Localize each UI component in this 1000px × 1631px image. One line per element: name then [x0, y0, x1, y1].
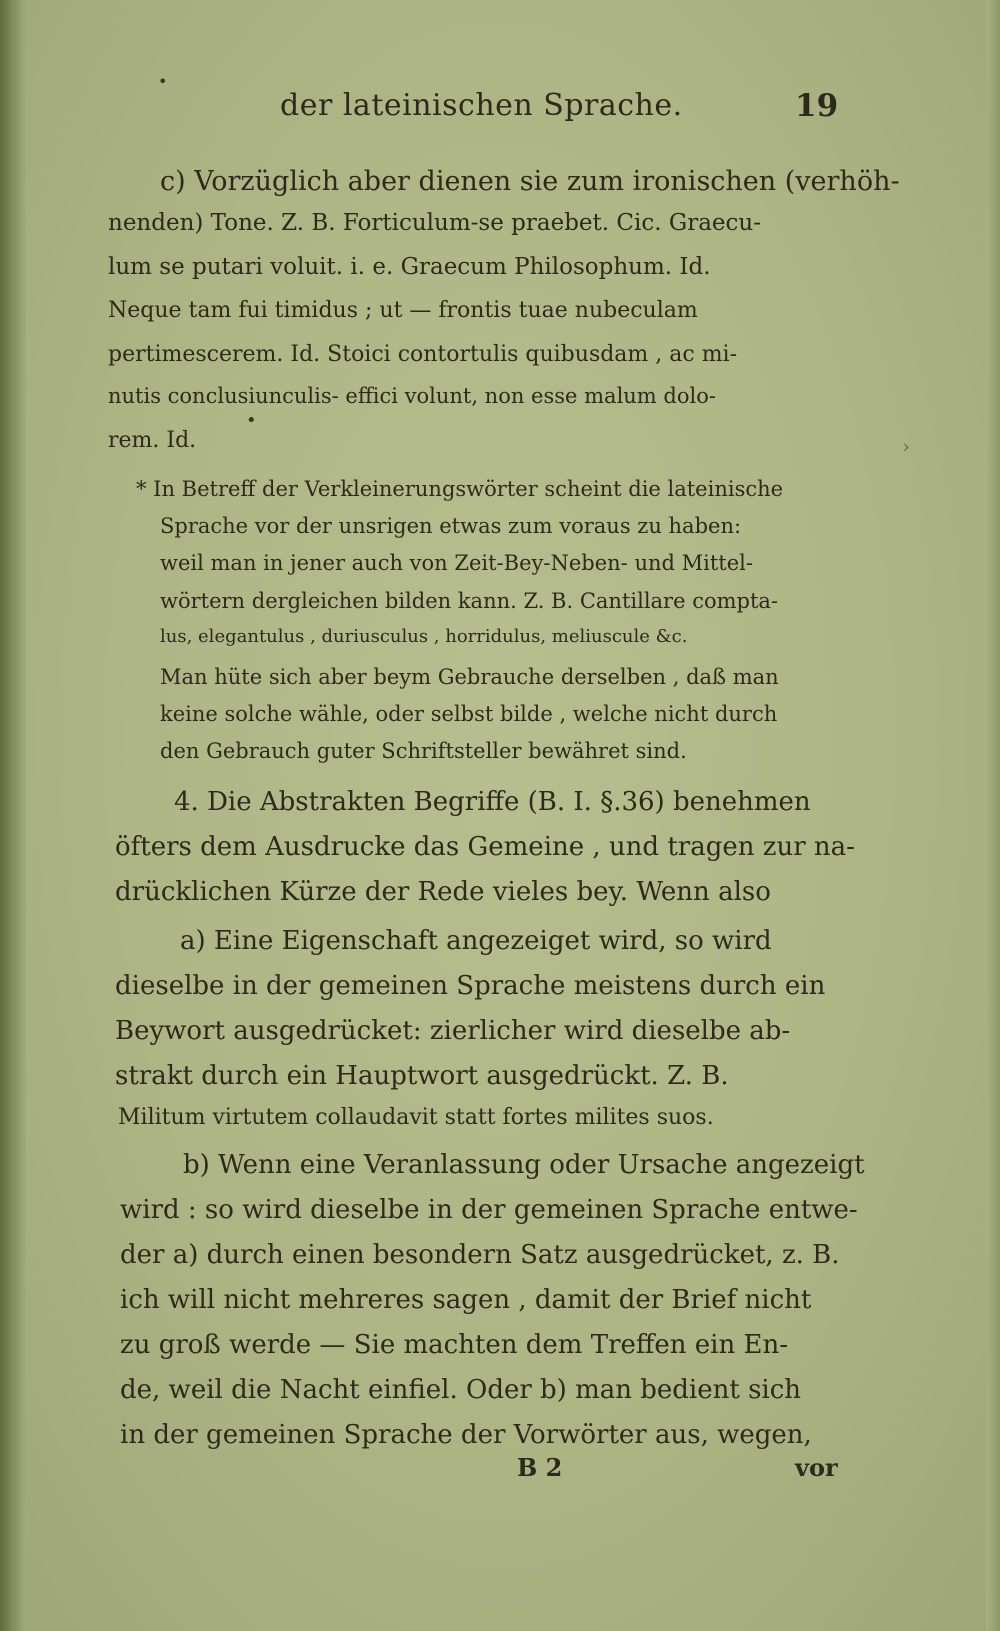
- footnote-line: Sprache vor der unsrigen etwas zum voraus zu haben:: [160, 514, 742, 538]
- text-line: dieselbe in der gemeinen Sprache meistens durch ein: [115, 971, 826, 1001]
- text-line: b) Wenn eine Veranlassung oder Ursache angezeigt: [183, 1150, 865, 1180]
- text-line: 4. Die Abstrakten Begriffe (B. I. §.36) benehmen: [174, 787, 811, 817]
- text-line: c) Vorzüglich aber dienen sie zum ironischen (verhöh-: [160, 166, 900, 197]
- text-line: pertimescerem. Id. Stoici contortulis quibusdam , ac mi-: [108, 342, 738, 367]
- text-line: drücklichen Kürze der Rede vieles bey. Wenn also: [115, 877, 771, 907]
- footnote-line: lus, elegantulus , duriusculus , horridulus, meliusculе &c.: [160, 626, 688, 647]
- text-line: de, weil die Nacht einfiel. Oder b) man bedient sich: [120, 1375, 802, 1405]
- footnote-line: wörtern dergleichen bilden kann. Z. B. Cantillare compta-: [160, 589, 779, 613]
- page-number: 19: [795, 88, 839, 124]
- footnote-line: den Gebrauch guter Schriftsteller bewähret sind.: [160, 739, 687, 763]
- text-line: wird : so wird dieselbe in der gemeinen Sprache entwe-: [120, 1195, 858, 1225]
- margin-mark: ›: [902, 434, 910, 458]
- text-line: Neque tam fui timidus ; ut — frontis tuae nubeculam: [108, 298, 698, 323]
- footnote-line: keine solche wähle, oder selbst bilde , welche nicht durch: [160, 702, 778, 726]
- page-binding-edge: [0, 0, 26, 1631]
- text-line: a) Eine Eigenschaft angezeiget wird, so wird: [180, 926, 772, 956]
- text-line: Militum virtutem collaudavit statt fortes milites suos.: [118, 1105, 714, 1130]
- text-line: zu groß werde — Sie machten dem Treffen ein En-: [120, 1330, 788, 1360]
- catchword: vor: [795, 1453, 838, 1482]
- text-line: der a) durch einen besondern Satz ausgedrücket, z. B.: [120, 1240, 840, 1270]
- text-line: ich will nicht mehreres sagen , damit der Brief nicht: [120, 1285, 812, 1315]
- footnote-line: Man hüte sich aber beym Gebrauche derselben , daß man: [160, 665, 779, 689]
- text-line: nutis conclusiunculis- effici volunt, non esse malum dolo-: [108, 384, 716, 408]
- text-line: rem. Id.: [108, 428, 197, 453]
- page-outer-edge: [986, 0, 1000, 1631]
- ink-speck: •: [158, 72, 168, 91]
- text-line: öfters dem Ausdrucke das Gemeine , und tragen zur na-: [115, 832, 855, 862]
- ink-speck: •: [246, 410, 257, 431]
- signature-mark: B 2: [517, 1453, 563, 1482]
- text-line: in der gemeinen Sprache der Vorwörter aus, wegen,: [120, 1420, 812, 1450]
- text-line: lum se putari voluit. i. e. Graecum Philosophum. Id.: [108, 254, 711, 280]
- text-line: Beywort ausgedrücket: zierlicher wird dieselbe ab-: [115, 1016, 791, 1046]
- footnote-line: weil man in jener auch von Zeit-Bey-Neben- und Mittel-: [160, 551, 753, 575]
- footnote-line: * In Betreff der Verkleinerungswörter scheint die lateinische: [136, 477, 784, 501]
- text-line: strakt durch ein Hauptwort ausgedrückt. Z. B.: [115, 1061, 729, 1091]
- running-title: der lateinischen Sprache.: [280, 88, 683, 123]
- text-line: nenden) Tone. Z. B. Forticulum-se praebet. Cic. Graecu-: [108, 210, 762, 236]
